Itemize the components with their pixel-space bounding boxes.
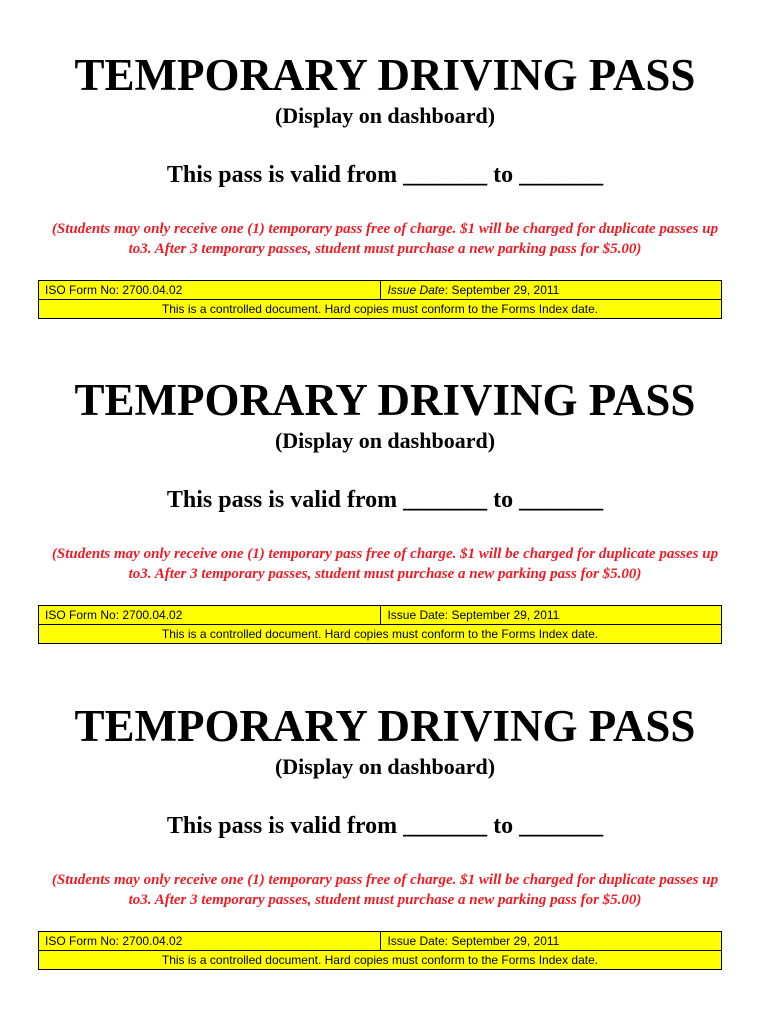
iso-form-table [38,931,722,970]
controlled-doc-row [39,625,722,644]
pass-subtitle: (Display on dashboard) [274,103,496,128]
controlled-doc-row [39,300,722,319]
pass-subtitle: (Display on dashboard) [274,754,496,779]
pass-charge-note: (Students may only receive one (1) temporary pass free of charge. $1 will be charged for duplicate passes up to3. After 3 temporary passes, student must purchase a new parking pass for $5.00) [51,872,719,908]
temporary-pass-2 [0,325,770,650]
iso-form-number: ISO Form No: 2700.04.02 [39,606,381,625]
pass-subtitle: (Display on dashboard) [274,428,496,453]
controlled-document-notice: This is a controlled document. Hard copies must conform to the Forms Index date. [39,951,722,970]
controlled-document-notice: This is a controlled document. Hard copies must conform to the Forms Index date. [39,625,722,644]
iso-form-row [39,281,722,300]
pass-charge-note: (Students may only receive one (1) temporary pass free of charge. $1 will be charged for duplicate passes up to3. After 3 temporary passes, student must purchase a new parking pass for $5.00) [51,546,719,582]
pass-title: TEMPORARY DRIVING PASS [74,701,696,751]
controlled-doc-row [39,951,722,970]
pass-validity-line: This pass is valid from _______ to _______ [166,813,604,839]
pass-charge-note: (Students may only receive one (1) temporary pass free of charge. $1 will be charged for duplicate passes up to3. After 3 temporary passes, student must purchase a new parking pass for $5.00) [51,221,719,257]
pass-title: TEMPORARY DRIVING PASS [74,375,696,425]
temporary-pass-1 [0,0,770,325]
iso-form-table [38,605,722,644]
iso-form-table [38,280,722,319]
pass-title: TEMPORARY DRIVING PASS [74,50,696,100]
iso-form-number: ISO Form No: 2700.04.02 [39,281,381,300]
iso-form-number: ISO Form No: 2700.04.02 [39,932,381,951]
pass-validity-line: This pass is valid from _______ to _______ [166,162,604,188]
temporary-pass-3 [0,651,770,976]
issue-date-value: : September 29, 2011 [444,282,560,297]
iso-form-row [39,932,722,951]
issue-date [381,281,722,300]
issue-date-label: Issue Date [387,282,445,297]
issue-date: Issue Date: September 29, 2011 [381,606,722,625]
pass-validity-line: This pass is valid from _______ to _______ [166,487,604,513]
controlled-document-notice: This is a controlled document. Hard copies must conform to the Forms Index date. [39,300,722,319]
issue-date: Issue Date: September 29, 2011 [381,932,722,951]
iso-form-row [39,606,722,625]
